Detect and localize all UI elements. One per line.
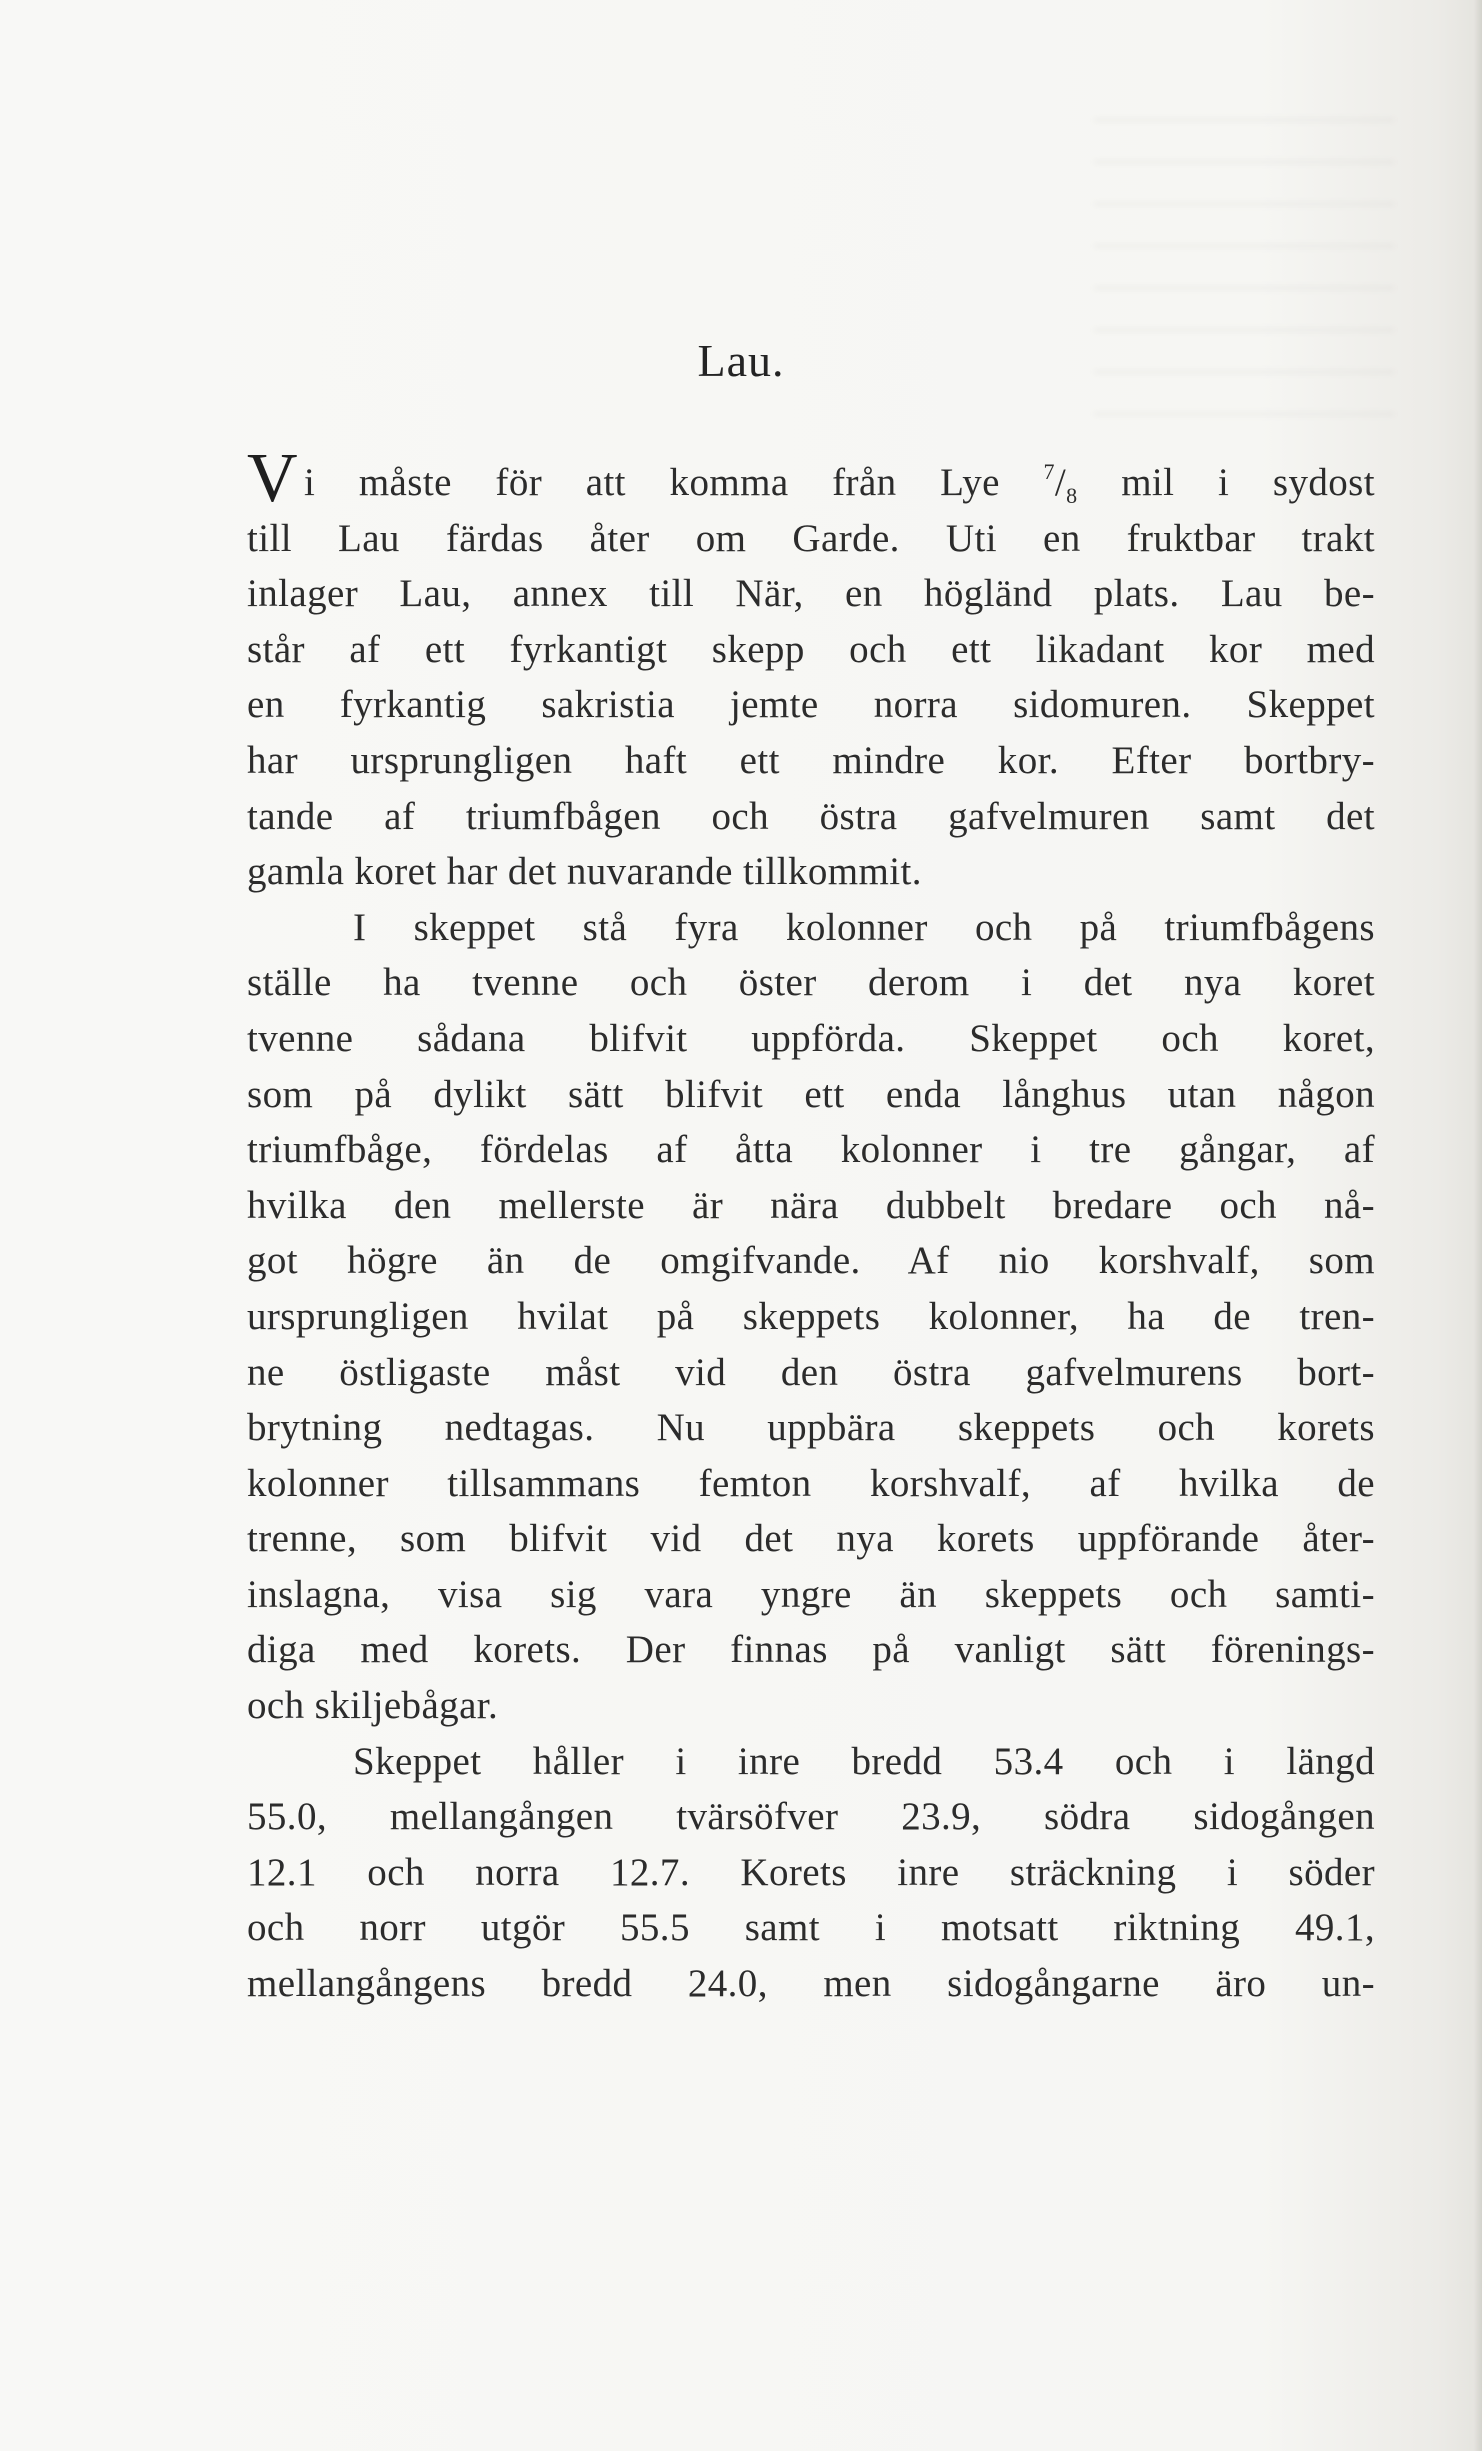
text-line-1 <box>247 440 1375 517</box>
text-line: ställe ha tvenne och öster derom i det nya koret <box>247 961 1375 1005</box>
fraction <box>1043 459 1078 508</box>
line-1-start: i måste för att komma från Lye <box>303 461 1044 504</box>
text-line: har ursprungligen haft ett mindre kor. Efter bortbry- <box>247 738 1375 782</box>
text-line: en fyrkantig sakristia jemte norra sidomuren. Skeppet <box>247 683 1375 727</box>
text-line: diga med korets. Der finnas på vanligt sätt förenings- <box>247 1628 1375 1672</box>
text-line: 12.1 och norra 12.7. Korets inre sträckning i söder <box>247 1850 1375 1894</box>
text-line: ursprungligen hvilat på skeppets kolonner, ha de tren- <box>247 1294 1375 1338</box>
text-line: trenne, som blifvit vid det nya korets uppförande åter- <box>247 1517 1375 1561</box>
text-line: som på dylikt sätt blifvit ett enda långhus utan någon <box>247 1072 1375 1116</box>
page-title: Lau. <box>697 335 785 386</box>
text-line: och skiljebågar. <box>247 1684 499 1728</box>
text-line: brytning nedtagas. Nu uppbära skeppets och korets <box>247 1406 1375 1450</box>
body-text <box>247 440 1375 2012</box>
text-line: ne östligaste måst vid den östra gafvelmurens bort- <box>247 1350 1375 1394</box>
fraction-denominator: 8 <box>1066 483 1078 508</box>
text-line: tvenne sådana blifvit uppförda. Skeppet och koret, <box>247 1016 1375 1060</box>
text-line: och norr utgör 55.5 samt i motsatt riktning 49.1, <box>247 1906 1375 1950</box>
text-line: triumfbåge, fördelas af åtta kolonner i tre gångar, af <box>247 1128 1375 1172</box>
text-line: 55.0, mellangången tvärsöfver 23.9, södra sidogången <box>247 1795 1375 1839</box>
text-line: till Lau färdas åter om Garde. Uti en fruktbar trakt <box>247 516 1375 560</box>
text-line: inlager Lau, annex till När, en högländ plats. Lau be- <box>247 572 1375 616</box>
line-1-end: mil i sydost <box>1077 461 1375 504</box>
drop-cap: V <box>247 440 298 517</box>
text-line: Skeppet håller i inre bredd 53.4 och i längd <box>353 1739 1375 1783</box>
text-line: I skeppet stå fyra kolonner och på triumfbågens <box>353 905 1375 949</box>
fraction-slash: / <box>1054 461 1067 504</box>
text-line: står af ett fyrkantigt skepp och ett likadant kor med <box>247 627 1375 671</box>
text-line: mellangångens bredd 24.0, men sidogångarne äro un- <box>247 1962 1375 2006</box>
text-line: gamla koret har det nuvarande tillkommit. <box>247 850 922 894</box>
fraction-numerator: 7 <box>1043 459 1055 484</box>
text-line: kolonner tillsammans femton korshvalf, af hvilka de <box>247 1461 1375 1505</box>
text-line: got högre än de omgifvande. Af nio korshvalf, som <box>247 1239 1375 1283</box>
text-line: tande af triumfbågen och östra gafvelmuren samt det <box>247 794 1375 838</box>
text-line: hvilka den mellerste är nära dubbelt bredare och nå- <box>247 1183 1375 1227</box>
text-line: inslagna, visa sig vara yngre än skeppets och samti- <box>247 1572 1375 1616</box>
